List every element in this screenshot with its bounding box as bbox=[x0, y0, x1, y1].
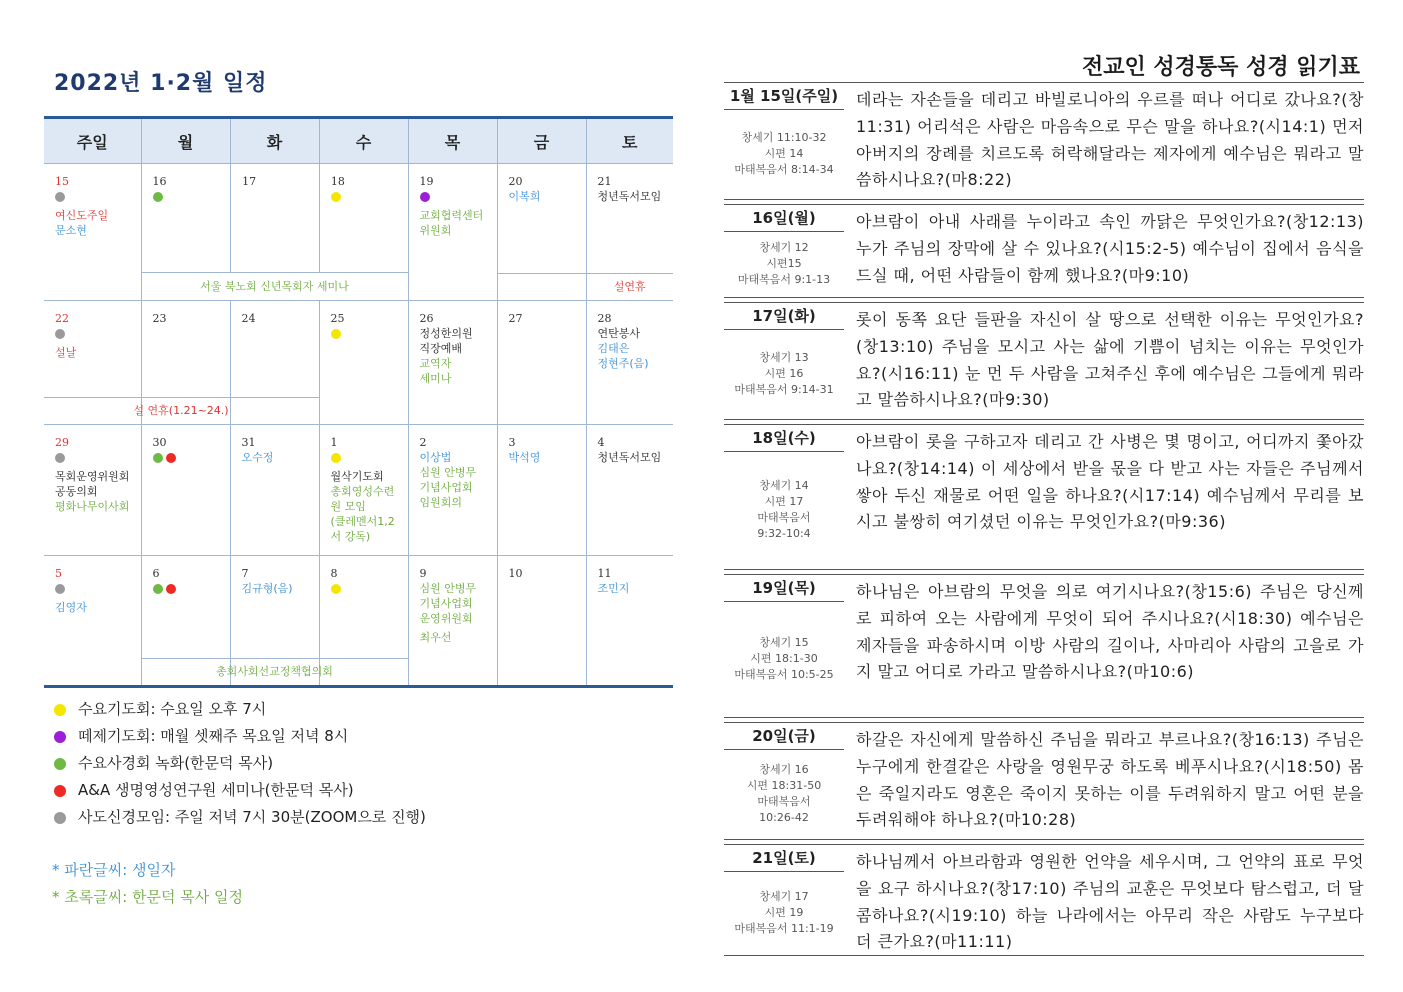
day-number: 15 bbox=[55, 175, 69, 188]
event-label: 공동의회 bbox=[55, 485, 98, 498]
day-cell bbox=[586, 301, 673, 425]
day-number: 9 bbox=[419, 567, 427, 580]
reading-day-row bbox=[724, 844, 1364, 956]
legend-item bbox=[44, 804, 674, 831]
week-row bbox=[44, 425, 673, 556]
aa-seminar-dot bbox=[166, 584, 176, 594]
day-cell bbox=[44, 164, 141, 301]
reading-questions: 하갈은 자신에게 말씀하신 주님을 뭐라고 부르나요?(창16:13) 주님은 누구에게 한결같은 사랑을 영원무궁 하도록 베푸시나요?(시18:50) 몸은 죽일지라도 영혼은 죽이지 못하는 이를 두려워하지 말고 어떤 분을 두려워해야 하나요?(마10:28) bbox=[856, 730, 1364, 830]
header-fri: 금 bbox=[497, 118, 586, 164]
reading-plan-title: 전교인 성경통독 성경 읽기표 bbox=[1081, 55, 1360, 80]
reading-day-row bbox=[724, 722, 1364, 840]
day-group bbox=[141, 164, 408, 301]
week-row bbox=[44, 556, 673, 687]
event-label: 임원회의 bbox=[419, 496, 463, 509]
reading-date: 18일(수) bbox=[724, 425, 844, 452]
birthday-label: 김규형(음) bbox=[241, 582, 293, 595]
day-cell bbox=[586, 164, 673, 301]
reading-date: 21일(토) bbox=[724, 845, 844, 872]
event-label: 기념사업회 bbox=[419, 597, 473, 610]
reading-day-row bbox=[724, 574, 1364, 718]
reading-ref: 시편 18:31-50 bbox=[746, 779, 822, 792]
reading-ref: 시편 16 bbox=[764, 367, 804, 380]
event-label: 교회협력센터 bbox=[419, 209, 484, 222]
week-row bbox=[44, 164, 673, 301]
reading-day-left bbox=[724, 425, 844, 569]
reading-day-left bbox=[724, 575, 844, 717]
day-number: 10 bbox=[508, 567, 523, 580]
reading-ref: 창세기 12 bbox=[759, 241, 809, 254]
wed-bible-study-dot bbox=[153, 584, 163, 594]
event-label: 원 모임 bbox=[330, 500, 366, 513]
birthday-label: 조민지 bbox=[597, 582, 630, 595]
reading-day-row bbox=[724, 424, 1364, 570]
day-cell bbox=[586, 425, 673, 556]
header-sun: 주일 bbox=[44, 118, 141, 164]
wed-prayer-dot bbox=[331, 192, 341, 202]
note-birthday: * 파란글씨: 생일자 bbox=[52, 861, 176, 879]
reading-date: 20일(금) bbox=[724, 723, 844, 750]
legend bbox=[44, 696, 674, 831]
week-row bbox=[44, 301, 673, 425]
red-dot-icon bbox=[54, 785, 66, 797]
legend-text: 사도신경모임: 주일 저녁 7시 30분(ZOOM으로 진행) bbox=[78, 808, 426, 826]
event-band: 서울 북노회 신년목회자 세미나 bbox=[142, 272, 408, 300]
event-label: 세미나 bbox=[419, 372, 452, 385]
event-label: 기념사업회 bbox=[419, 481, 473, 494]
legend-text: 수요사경회 녹화(한문덕 목사) bbox=[78, 754, 274, 772]
gray-dot-icon bbox=[54, 812, 66, 824]
birthday-label: 문소현 bbox=[55, 224, 87, 237]
birthday-label: 김태은 bbox=[597, 342, 630, 355]
day-cell bbox=[44, 556, 141, 687]
reading-ref: 10:26-42 bbox=[759, 811, 809, 824]
day-number: 11 bbox=[597, 567, 612, 580]
event-label: 청년독서모임 bbox=[597, 451, 662, 464]
reading-ref: 시편 18:1-30 bbox=[750, 652, 818, 665]
schedule-panel bbox=[44, 60, 674, 911]
birthday-label: 오수정 bbox=[241, 451, 274, 464]
day-number: 8 bbox=[330, 567, 338, 580]
day-number: 18 bbox=[330, 175, 345, 188]
reading-plan-panel bbox=[724, 50, 1364, 956]
day-cell bbox=[497, 301, 586, 425]
day-number: 21 bbox=[597, 175, 612, 188]
event-label: 월삭기도회 bbox=[330, 470, 384, 483]
event-label: 서 강독) bbox=[330, 530, 371, 543]
reading-ref: 창세기 11:10-32 bbox=[741, 131, 827, 144]
reading-date: 1월 15일(주일) bbox=[724, 83, 844, 110]
reading-day-row bbox=[724, 302, 1364, 420]
event-band: 총회사회선교정책협의회 bbox=[142, 658, 408, 685]
reading-day-left bbox=[724, 303, 844, 419]
header-sat: 토 bbox=[586, 118, 673, 164]
legend-item bbox=[44, 750, 674, 777]
event-label: 심원 안병무 bbox=[419, 582, 477, 595]
reading-questions: 데라는 자손들을 데리고 바빌로니아의 우르를 떠나 어디로 갔나요?(창11:31) 어리석은 사람은 마음속으로 무슨 말을 하나요?(시14:1) 먼저 아버지의 장례를 치르도록 허락해달라는 제자에게 예수님은 뭐라고 말씀하시나요?(마8:22) bbox=[856, 90, 1364, 190]
reading-ref: 마태복음서 9:14-31 bbox=[734, 383, 834, 396]
reading-date: 17일(화) bbox=[724, 303, 844, 330]
reading-ref: 시편 14 bbox=[764, 147, 804, 160]
day-cell bbox=[408, 301, 497, 425]
reading-day-left bbox=[724, 845, 844, 955]
apostles-creed-dot bbox=[55, 192, 65, 202]
reading-ref: 마태복음서 8:14-34 bbox=[734, 163, 834, 176]
day-cell bbox=[230, 556, 319, 687]
reading-refs bbox=[724, 116, 844, 192]
day-number: 24 bbox=[241, 312, 256, 325]
reading-refs bbox=[724, 878, 844, 948]
wed-prayer-dot bbox=[331, 329, 341, 339]
day-number: 27 bbox=[508, 312, 523, 325]
reading-rows bbox=[724, 83, 1364, 956]
event-label: 심원 안병무 bbox=[419, 466, 477, 479]
reading-ref: 시편15 bbox=[766, 257, 802, 270]
day-cell bbox=[319, 425, 408, 556]
day-cell bbox=[408, 164, 497, 301]
reading-ref: 창세기 16 bbox=[759, 763, 809, 776]
reading-ref: 마태복음서 9:1-13 bbox=[737, 273, 831, 286]
header-wed: 수 bbox=[319, 118, 408, 164]
reading-day-left bbox=[724, 723, 844, 839]
birthday-label: 김영자 bbox=[55, 601, 87, 614]
day-number: 20 bbox=[508, 175, 523, 188]
reading-ref: 마태복음서 bbox=[757, 511, 811, 524]
day-cell bbox=[44, 425, 141, 556]
holiday-band: 설 연휴(1.21~24.) bbox=[44, 397, 319, 424]
day-number: 2 bbox=[419, 436, 427, 449]
note-pastor: * 초록글씨: 한문덕 목사 일정 bbox=[52, 888, 244, 906]
day-number: 25 bbox=[330, 312, 345, 325]
holiday-label: 설날 bbox=[55, 346, 77, 359]
apostles-creed-dot bbox=[55, 329, 65, 339]
legend-text: A&A 생명영성연구원 세미나(한문덕 목사) bbox=[78, 781, 354, 799]
event-label: 교역자 bbox=[419, 357, 452, 370]
reading-questions: 하나님은 아브람의 무엇을 의로 여기시나요?(창15:6) 주님은 당신께로 피하여 오는 사람에게 무엇이 되어 주시나요?(시18:30) 예수님은 제자들을 파송하시며 이방 사람의 길이나, 사마리아 사람의 고을로 가지 말고 어디로 가라고 말씀하시나요?(마10:6) bbox=[856, 582, 1364, 682]
day-number: 26 bbox=[419, 312, 434, 325]
reading-questions: 하나님께서 아브라함과 영원한 언약을 세우시며, 그 언약의 표로 무엇을 요구 하시나요?(창17:10) 주님의 교훈은 무엇보다 탐스럽고, 더 달콤하나요?(시19:10) 하늘 나라에서는 아무리 작은 사람도 누구보다 더 큰가요?(마11:11) bbox=[856, 852, 1364, 952]
day-number: 23 bbox=[152, 312, 167, 325]
day-number: 7 bbox=[241, 567, 249, 580]
reading-ref: 시편 19 bbox=[764, 906, 804, 919]
day-number: 6 bbox=[152, 567, 160, 580]
legend-item bbox=[44, 777, 674, 804]
calendar-title: 2022년 1·2월 일정 bbox=[54, 71, 268, 96]
calendar-table bbox=[44, 116, 673, 688]
day-cell bbox=[497, 164, 586, 301]
event-label: 최우선 bbox=[419, 631, 452, 644]
reading-refs bbox=[724, 238, 844, 290]
event-label: 목회운영위원회 bbox=[55, 470, 130, 483]
reading-ref: 마태복음서 11:1-19 bbox=[734, 922, 834, 935]
event-label: 여신도주일 bbox=[55, 209, 109, 222]
header-thu: 목 bbox=[408, 118, 497, 164]
reading-questions: 아브람이 아내 사래를 누이라고 속인 까닭은 무엇인가요?(창12:13) 누가 주님의 장막에 살 수 있나요?(시15:2-5) 예수님이 집에서 음식을 드실 때, 어떤 사람들이 함께 했나요?(마9:10) bbox=[856, 212, 1364, 285]
day-cell bbox=[319, 301, 408, 425]
event-label: 직장예배 bbox=[419, 342, 463, 355]
day-number: 29 bbox=[55, 436, 69, 449]
color-notes bbox=[44, 857, 674, 911]
event-label: 평화나무이사회 bbox=[55, 500, 130, 513]
purple-dot-icon bbox=[54, 731, 66, 743]
day-number: 4 bbox=[597, 436, 605, 449]
day-number: 16 bbox=[152, 175, 167, 188]
event-label: 연탄봉사 bbox=[597, 327, 641, 340]
birthday-label: 이상법 bbox=[419, 451, 452, 464]
day-cell bbox=[408, 556, 497, 687]
weekday-header bbox=[44, 118, 673, 164]
header-mon: 월 bbox=[141, 118, 230, 164]
reading-refs bbox=[724, 756, 844, 832]
aa-seminar-dot bbox=[166, 453, 176, 463]
reading-questions: 아브람이 롯을 구하고자 데리고 간 사병은 몇 명이고, 어디까지 쫓아갔나요?(창14:14) 이 세상에서 받을 몫을 다 받고 사는 자들은 주님께서 쌓아 두신 재물로 어떤 일을 하나요?(시17:14) 예수님께서 무리를 보시고 불쌍히 여기셨던 이유는 무엇인가요?(마9:36) bbox=[856, 432, 1364, 532]
reading-refs bbox=[724, 336, 844, 412]
day-number: 31 bbox=[241, 436, 256, 449]
reading-ref: 창세기 15 bbox=[759, 636, 809, 649]
event-label: 총회영성수련 bbox=[330, 485, 395, 498]
birthday-label: 정현주(음) bbox=[597, 357, 649, 370]
legend-item bbox=[44, 696, 674, 723]
event-label: 청년독서모임 bbox=[597, 190, 662, 203]
day-cell bbox=[408, 425, 497, 556]
legend-text: 떼제기도회: 매월 셋째주 목요일 저녁 8시 bbox=[78, 727, 349, 745]
day-cell bbox=[141, 425, 230, 556]
day-number: 3 bbox=[508, 436, 516, 449]
event-label: (클레멘서1,2 bbox=[330, 515, 395, 528]
taize-prayer-dot bbox=[420, 192, 430, 202]
day-cell bbox=[319, 556, 408, 687]
reading-day-row bbox=[724, 204, 1364, 298]
day-number: 17 bbox=[242, 175, 257, 188]
wed-prayer-dot bbox=[331, 453, 341, 463]
holiday-band: 설연휴 bbox=[587, 273, 674, 300]
day-cell bbox=[497, 425, 586, 556]
wed-prayer-dot bbox=[331, 584, 341, 594]
reading-ref: 창세기 13 bbox=[759, 351, 809, 364]
reading-date: 19일(목) bbox=[724, 575, 844, 602]
legend-item bbox=[44, 723, 674, 750]
green-dot-icon bbox=[54, 758, 66, 770]
reading-ref: 창세기 14 bbox=[759, 479, 809, 492]
day-number: 22 bbox=[55, 312, 69, 325]
reading-date: 16일(월) bbox=[724, 205, 844, 232]
legend-text: 수요기도회: 수요일 오후 7시 bbox=[78, 700, 267, 718]
event-label: 운영위원회 bbox=[419, 612, 473, 625]
day-cell bbox=[497, 556, 586, 687]
day-number: 1 bbox=[330, 436, 338, 449]
reading-day-row bbox=[724, 83, 1364, 200]
reading-ref: 9:32-10:4 bbox=[757, 527, 811, 540]
day-number: 28 bbox=[597, 312, 612, 325]
day-cell bbox=[230, 425, 319, 556]
reading-day-left bbox=[724, 205, 844, 297]
reading-refs bbox=[724, 608, 844, 710]
day-number: 5 bbox=[55, 567, 62, 580]
day-cell bbox=[586, 556, 673, 687]
day-number: 19 bbox=[419, 175, 434, 188]
birthday-label: 박석영 bbox=[508, 451, 541, 464]
apostles-creed-dot bbox=[55, 584, 65, 594]
reading-questions: 롯이 동쪽 요단 들판을 자신이 살 땅으로 선택한 이유는 무엇인가요?(창13:10) 주님을 모시고 사는 삶에 기쁨이 넘치는 이유는 무엇인가요?(시16:11) 눈 먼 두 사람을 고쳐주신 후에 예수님은 그들에게 뭐라고 말씀하시나요?(마9:30) bbox=[856, 310, 1364, 410]
wed-bible-study-dot bbox=[153, 192, 163, 202]
event-label: 정성한의원 bbox=[419, 327, 473, 340]
reading-ref: 마태복음서 bbox=[757, 795, 811, 808]
event-label: 위원회 bbox=[419, 224, 452, 237]
header-tue: 화 bbox=[230, 118, 319, 164]
reading-ref: 시편 17 bbox=[764, 495, 804, 508]
day-number: 30 bbox=[152, 436, 167, 449]
reading-ref: 마태복음서 10:5-25 bbox=[734, 668, 834, 681]
apostles-creed-dot bbox=[55, 453, 65, 463]
reading-day-left bbox=[724, 83, 844, 199]
wed-bible-study-dot bbox=[153, 453, 163, 463]
birthday-label: 이복희 bbox=[508, 190, 541, 203]
yellow-dot-icon bbox=[54, 704, 66, 716]
reading-ref: 창세기 17 bbox=[759, 890, 809, 903]
reading-refs bbox=[724, 458, 844, 562]
